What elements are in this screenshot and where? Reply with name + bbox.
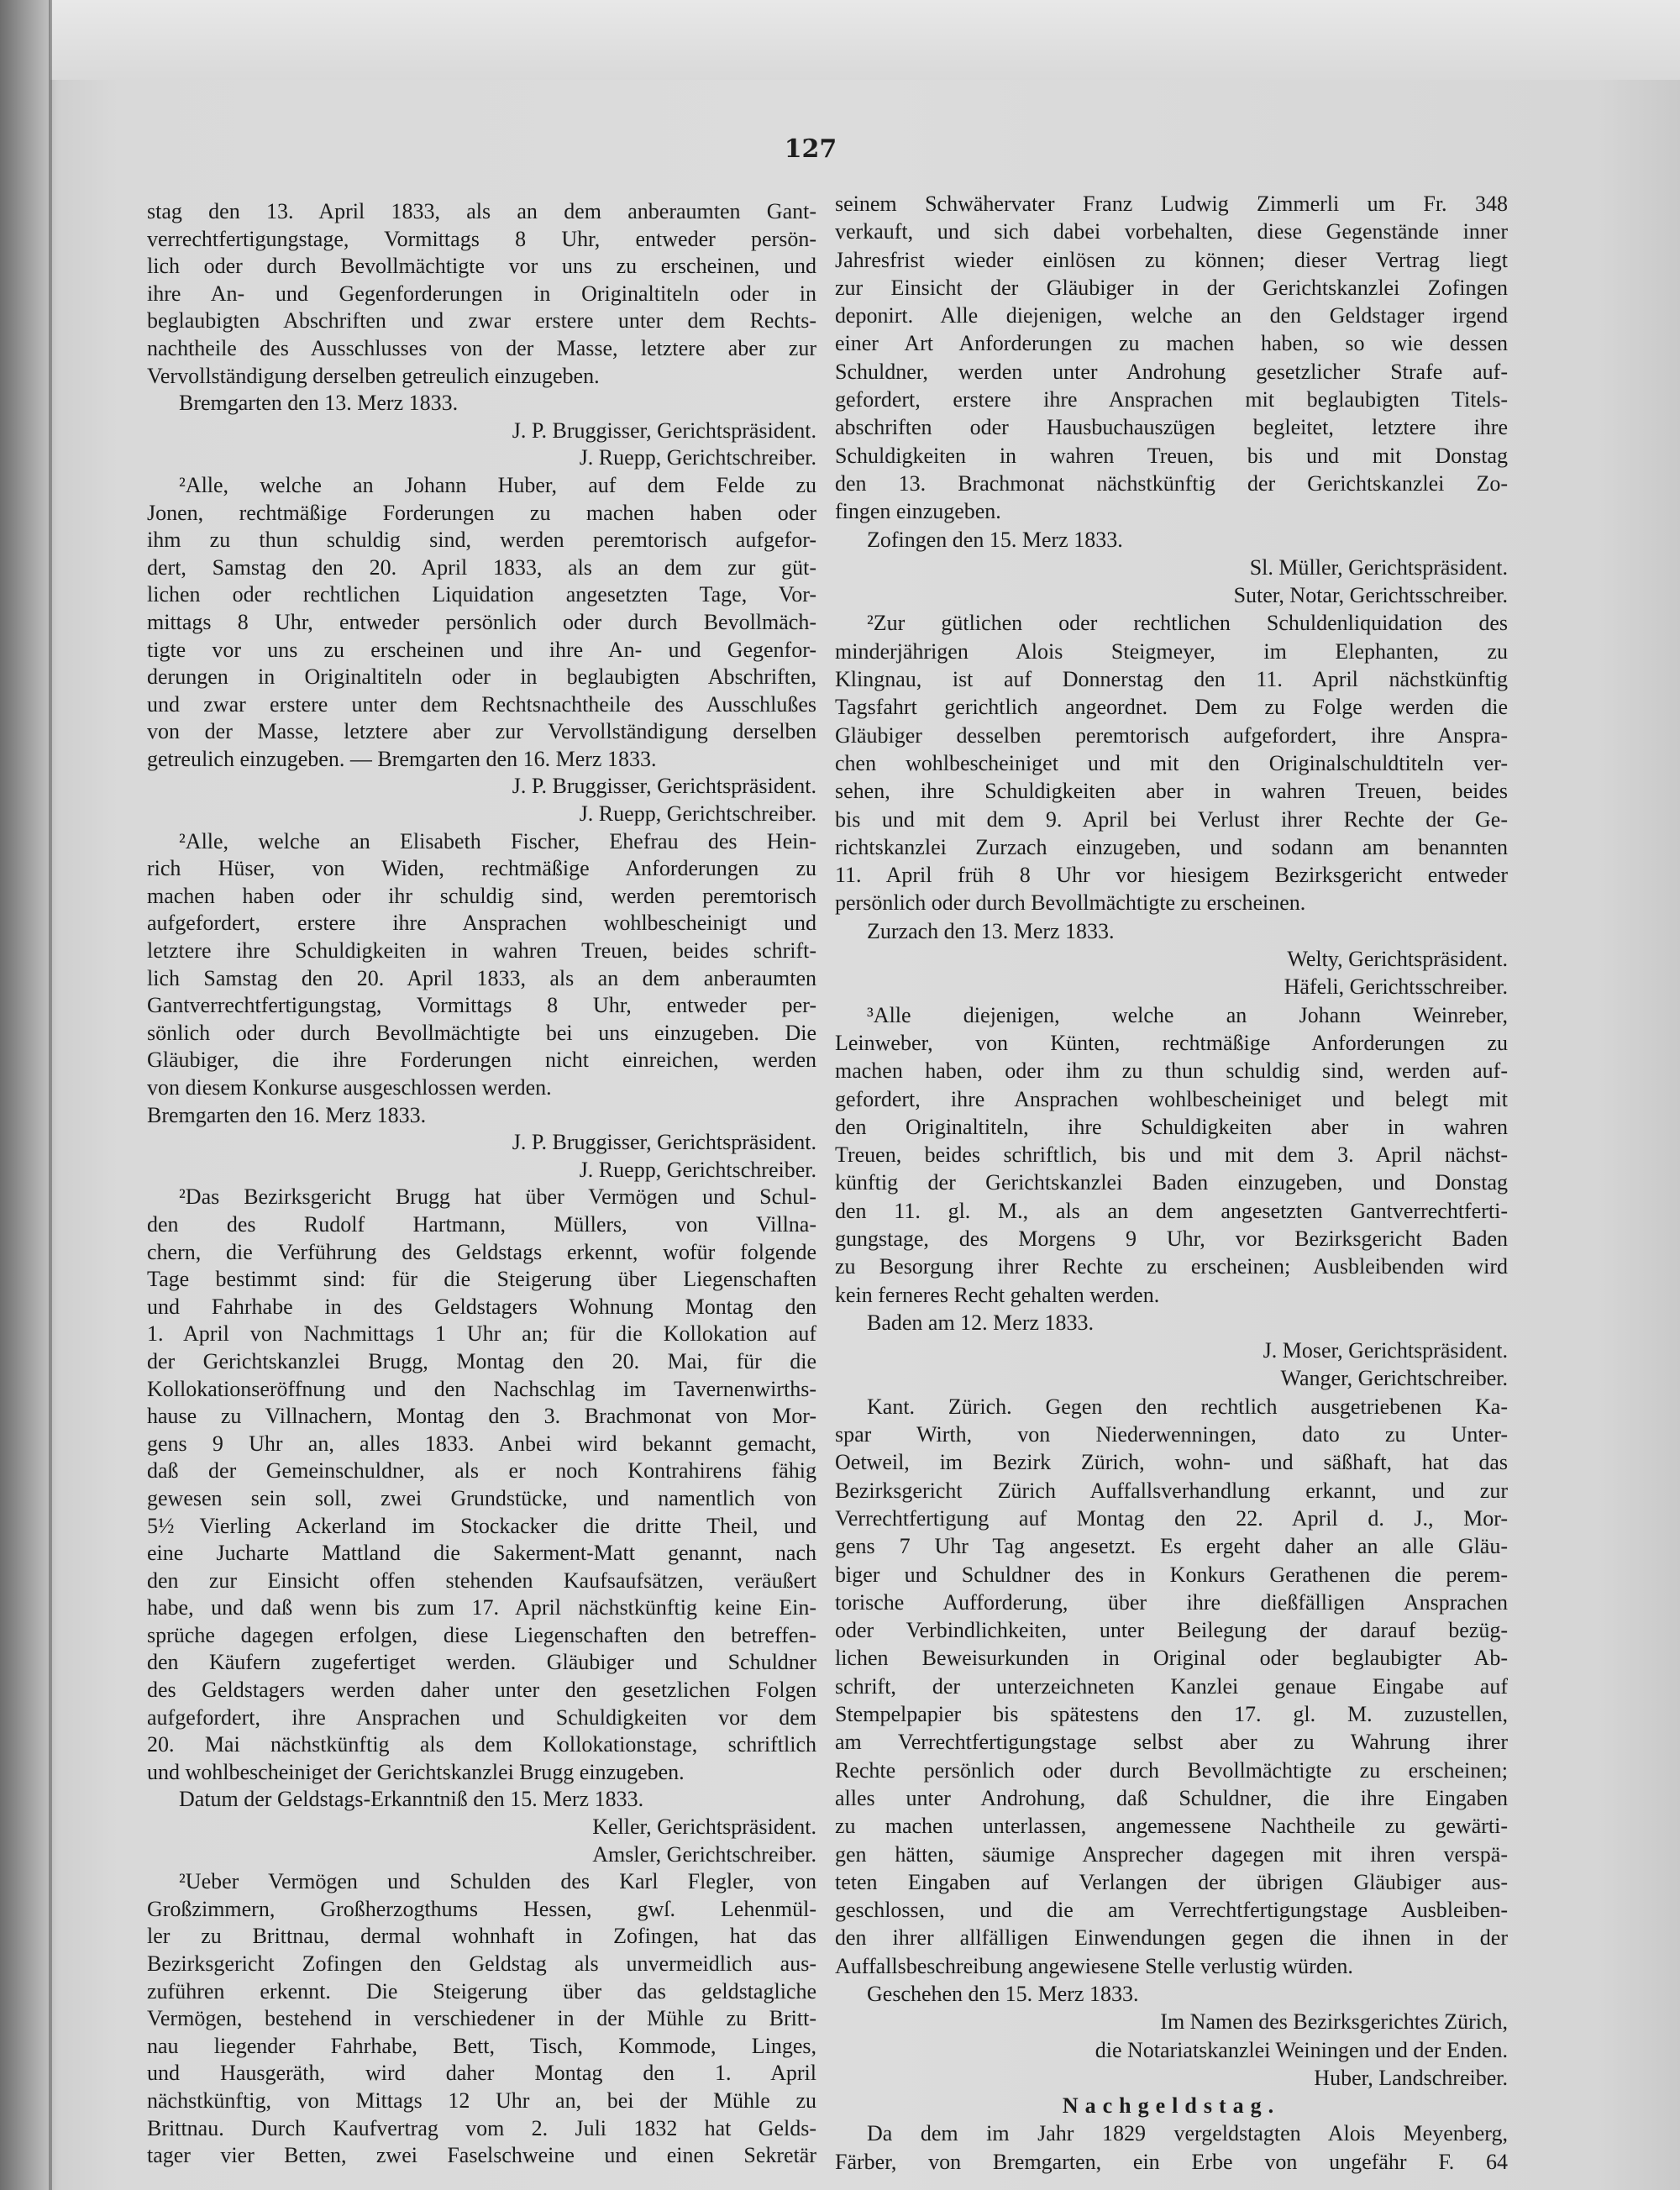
text-line: lich oder durch Bevollmächtigte vor uns zu erscheinen, und xyxy=(147,254,816,279)
text-line: der Gerichtskanzlei Brugg, Montag den 20. Mai, für die xyxy=(147,1348,816,1373)
dateline: Bremgarten den 13. Merz 1833. xyxy=(179,391,459,416)
text-line: chen wohlbescheiniget und mit den Originalschuldtiteln ver- xyxy=(835,750,1508,775)
text-line: sprüche dagegen erfolgen, diese Liegenschaften den betreffen- xyxy=(147,1622,816,1647)
paragraph-first-line: ²Das Bezirksgericht Brugg hat über Vermögen und Schul- xyxy=(179,1184,816,1210)
text-line: Kollokationseröffnung und den Nachschlag im Tavernenwirths- xyxy=(147,1376,816,1401)
text-line: Färber, von Bremgarten, ein Erbe von ungefähr F. 64 xyxy=(835,2149,1508,2174)
text-line: hause zu Villnachern, Montag den 3. Brachmonat von Mor- xyxy=(147,1404,816,1429)
text-line: den Käufern zugefertiget werden. Gläubiger und Schuldner xyxy=(147,1650,816,1675)
page-binding-edge xyxy=(49,0,52,2190)
text-line: 20. Mai nächstkünftig als dem Kollokationstage, schriftlich xyxy=(147,1732,816,1757)
dateline: Zurzach den 13. Merz 1833. xyxy=(867,918,1115,943)
text-line: stag den 13. April 1833, als an dem anberaumten Gant- xyxy=(147,199,816,223)
text-line: bis und mit dem 9. April bei Verlust ihrer Rechte der Ge- xyxy=(835,806,1508,832)
text-line: nau liegender Fahrhabe, Bett, Tisch, Kommode, Linges, xyxy=(147,2033,816,2058)
text-line: Schuldner, werden unter Androhung gesetzlicher Strafe auf- xyxy=(835,359,1508,384)
text-line: schrift, der unterzeichneten Kanzlei genaue Eingabe auf xyxy=(835,1673,1508,1699)
text-line: Leinweber, von Künten, rechtmäßige Anforderungen zu xyxy=(835,1030,1508,1055)
text-line: torische Aufforderung, über ihre dießfälligen Ansprachen xyxy=(835,1589,1508,1615)
paragraph-first-line: ²Zur gütlichen oder rechtlichen Schuldenliquidation des xyxy=(867,611,1508,636)
dateline: Zofingen den 15. Merz 1833. xyxy=(867,527,1123,552)
text-line: seinem Schwähervater Franz Ludwig Zimmerli um Fr. 348 xyxy=(835,192,1508,216)
text-line: den des Rudolf Hartmann, Müllers, von Villna- xyxy=(147,1211,816,1237)
text-line: gen hätten, säumige Ansprecher dagegen mit ihren verspä- xyxy=(835,1841,1508,1867)
text-line: zu machen unterlassen, angemessene Nachtheile zu gewärti- xyxy=(835,1814,1508,1839)
text-line: künftig der Gerichtskanzlei Baden einzugeben, und Donstag xyxy=(835,1170,1508,1195)
text-line: am Verrechtfertigungstage selbst aber zu Wahrung ihrer xyxy=(835,1730,1508,1755)
text-line: machen haben, oder ihm zu thun schuldig sind, werden auf- xyxy=(835,1058,1508,1084)
text-line: dert, Samstag den 20. April 1833, als an dem zur güt- xyxy=(147,554,816,580)
signature-line: Häfeli, Gerichtsschreiber. xyxy=(1284,974,1508,1000)
section-heading: Nachgeldstag. xyxy=(1062,2093,1281,2119)
text-line: aufgefordert, ihre Ansprachen und Schuldigkeiten vor dem xyxy=(147,1704,816,1730)
signature-line: J. P. Bruggisser, Gerichtspräsident. xyxy=(512,774,816,799)
text-line: und Hausgeräth, wird daher Montag den 1. April xyxy=(147,2061,816,2086)
text-line: Rechte persönlich oder durch Bevollmächtigte zu erscheinen; xyxy=(835,1757,1508,1783)
signature-line: Welty, Gerichtspräsident. xyxy=(1287,947,1508,972)
text-line: lichen Beweisurkunden in Original oder beglaubigter Ab- xyxy=(835,1646,1508,1671)
paragraph-first-line: ²Alle, welche an Johann Huber, auf dem Felde zu xyxy=(179,472,816,497)
text-line: Gantverrechtfertigungstag, Vormittags 8 Uhr, entweder per- xyxy=(147,993,816,1018)
text-line: den zur Einsicht offen stehenden Kaufsaufsätzen, veräußert xyxy=(147,1568,816,1593)
text-line: minderjährigen Alois Steigmeyer, im Elephanten, zu xyxy=(835,638,1508,664)
text-line: aufgefordert, erstere ihre Ansprachen wohlbescheinigt und xyxy=(147,911,816,936)
text-line: rich Hüser, von Widen, rechtmäßige Anforderungen zu xyxy=(147,856,816,881)
text-line: Treuen, beides schriftlich, bis und mit dem 3. April nächst- xyxy=(835,1142,1508,1168)
text-line: Klingnau, ist auf Donnerstag den 11. April nächstkünftig xyxy=(835,667,1508,692)
text-line: derungen in Originaltiteln oder in beglaubigten Abschriften, xyxy=(147,664,816,690)
left-text-column xyxy=(147,198,816,2170)
signature-line: Amsler, Gerichtschreiber. xyxy=(592,1841,816,1867)
text-line: Tagsfahrt gerichtlich angeordnet. Dem zu Folge werden die xyxy=(835,695,1508,720)
text-line: spar Wirth, von Niederwenningen, dato zu Unter- xyxy=(835,1422,1508,1447)
paragraph-last-line: und wohlbescheiniget der Gerichtskanzlei Brugg einzugeben. xyxy=(147,1759,685,1784)
paragraph-last-line: Bremgarten den 16. Merz 1833. xyxy=(147,1102,427,1127)
text-line: tager vier Betten, zwei Faselschweine und einen Sekretär xyxy=(147,2143,816,2168)
signature-line: J. P. Bruggisser, Gerichtspräsident. xyxy=(512,1130,816,1155)
text-line: Schuldigkeiten in wahren Treuen, bis und mit Donstag xyxy=(835,443,1508,468)
text-line: 11. April früh 8 Uhr vor hiesigem Bezirksgericht entweder xyxy=(835,863,1508,888)
signature-line: Keller, Gerichtspräsident. xyxy=(592,1814,816,1840)
text-line: lich Samstag den 20. April 1833, als an dem anberaumten xyxy=(147,965,816,990)
text-line: 5½ Vierling Ackerland im Stockacker die dritte Theil, und xyxy=(147,1513,816,1538)
text-line: den ihrer allfälligen Einwendungen gegen die ihnen in der xyxy=(835,1925,1508,1951)
paragraph-last-line: getreulich einzugeben. — Bremgarten den 16. Merz 1833. xyxy=(147,746,657,771)
text-line: alles unter Androhung, daß Schuldner, die ihre Eingaben xyxy=(835,1785,1508,1810)
text-line: tigte vor uns zu erscheinen und ihre An- und Gegenfor- xyxy=(147,637,816,662)
text-line: habe, und daß wenn bis zum 17. April nächstkünftig keine Ein- xyxy=(147,1595,816,1620)
text-line: den 11. gl. M., als an dem angesetzten Gantverrechtferti- xyxy=(835,1198,1508,1223)
paragraph-last-line: Auffallsbeschreibung angewiesene Stelle verlustig würden. xyxy=(835,1953,1353,1978)
paragraph-last-line: fingen einzugeben. xyxy=(835,499,1001,524)
text-line: den 13. Brachmonat nächstkünftig der Gerichtskanzlei Zo- xyxy=(835,470,1508,496)
text-line: nachtheile des Ausschlusses von der Masse, letztere aber zur xyxy=(147,335,816,360)
text-line: Jahresfrist wieder einlösen zu können; dieser Vertrag liegt xyxy=(835,247,1508,272)
text-line: geschlossen, und die am Verrechtfertigungstage Ausbleiben- xyxy=(835,1898,1508,1923)
paragraph-first-line: ²Alle, welche an Elisabeth Fischer, Ehefrau des Hein- xyxy=(179,828,816,853)
text-line: teten Eingaben auf Verlangen der übrigen Gläubiger aus- xyxy=(835,1869,1508,1894)
text-line: und Fahrhabe in des Geldstagers Wohnung Montag den xyxy=(147,1294,816,1319)
signature-line: Sl. Müller, Gerichtspräsident. xyxy=(1249,554,1508,580)
signature-line: die Notariatskanzlei Weiningen und der Enden. xyxy=(1095,2037,1508,2062)
paragraph-last-line: persönlich oder durch Bevollmächtigte zu erscheinen. xyxy=(835,890,1306,916)
text-line: letztere ihre Schuldigkeiten in wahren Treuen, beides schrift- xyxy=(147,938,816,964)
page-number: 127 xyxy=(784,134,837,164)
text-line: zuführen erkennt. Die Steigerung über das geldstagliche xyxy=(147,1978,816,2004)
text-line: zur Einsicht der Gläubiger in der Gerichtskanzlei Zofingen xyxy=(835,275,1508,300)
signature-line: Huber, Landschreiber. xyxy=(1314,2065,1508,2090)
text-line: beglaubigten Abschriften und zwar erstere unter dem Rechts- xyxy=(147,308,816,333)
paragraph-first-line: ²Ueber Vermögen und Schulden des Karl Flegler, von xyxy=(179,1869,816,1894)
paragraph-first-line: ³Alle diejenigen, welche an Johann Weinreber, xyxy=(867,1002,1508,1027)
text-line: Vermögen, bestehend in verschiedener in der Mühle zu Britt- xyxy=(147,2006,816,2031)
text-line: einer Art Anforderungen zu machen haben, so wie dessen xyxy=(835,331,1508,356)
right-text-column xyxy=(835,190,1508,2176)
paragraph-first-line: Da dem im Jahr 1829 vergeldstagten Alois Meyenberg, xyxy=(867,2121,1508,2146)
text-line: Brittnau. Durch Kaufvertrag vom 2. Juli 1832 hat Gelds- xyxy=(147,2115,816,2140)
text-line: ler zu Brittnau, dermal wohnhaft in Zofingen, hat das xyxy=(147,1924,816,1949)
signature-line: J. Ruepp, Gerichtschreiber. xyxy=(579,445,816,470)
text-line: und zwar erstere unter dem Rechtsnachtheile des Ausschlußes xyxy=(147,691,816,717)
text-line: eine Jucharte Mattland die Sakerment-Matt genannt, nach xyxy=(147,1541,816,1566)
signature-line: J. Ruepp, Gerichtschreiber. xyxy=(579,801,816,827)
text-line: den Originaltiteln, ihre Schuldigkeiten aber in wahren xyxy=(835,1114,1508,1139)
text-line: sehen, ihre Schuldigkeiten aber in wahren Treuen, beides xyxy=(835,779,1508,804)
text-line: deponirt. Alle diejenigen, welche an den Geldstager irgend xyxy=(835,303,1508,328)
text-line: zu Besorgung ihrer Rechte zu erscheinen; Ausbleibenden wird xyxy=(835,1254,1508,1279)
text-line: Jonen, rechtmäßige Forderungen zu machen haben oder xyxy=(147,500,816,525)
text-line: gewesen sein soll, zwei Grundstücke, und namentlich von xyxy=(147,1485,816,1510)
dateline: Datum der Geldstags-Erkanntniß den 15. Merz 1833. xyxy=(179,1787,644,1812)
dateline: Geschehen den 15. Merz 1833. xyxy=(867,1982,1139,2006)
text-line: sönlich oder durch Bevollmächtigte bei uns einzugeben. Die xyxy=(147,1020,816,1045)
text-line: des Geldstagers werden daher unter den gesetzlichen Folgen xyxy=(147,1678,816,1703)
text-line: Gläubiger desselben peremtorisch aufgefordert, ihre Anspra- xyxy=(835,722,1508,748)
text-line: gefordert, ihre Ansprachen wohlbescheiniget und belegt mit xyxy=(835,1086,1508,1111)
paragraph-first-line: Kant. Zürich. Gegen den rechtlich ausgetriebenen Ka- xyxy=(867,1394,1508,1419)
text-line: Gläubiger, die ihre Forderungen nicht einreichen, werden xyxy=(147,1048,816,1073)
dateline: Baden am 12. Merz 1833. xyxy=(867,1310,1095,1335)
text-line: lichen oder rechtlichen Liquidation angesetzten Tage, Vor- xyxy=(147,582,816,607)
text-line: gungstage, des Morgens 9 Uhr, vor Bezirksgericht Baden xyxy=(835,1226,1508,1251)
text-line: Oetweil, im Bezirk Zürich, wohn- und säßhaft, hat das xyxy=(835,1450,1508,1475)
text-line: ihm zu thun schuldig sind, werden peremtorisch aufgefor- xyxy=(147,528,816,553)
paragraph-last-line: von diesem Konkurse ausgeschlossen werden. xyxy=(147,1075,552,1100)
text-line: ihre An- und Gegenforderungen in Originaltiteln oder in xyxy=(147,281,816,306)
text-line: verkauft, und sich dabei vorbehalten, diese Gegenstände inner xyxy=(835,219,1508,244)
text-line: Verrechtfertigung auf Montag den 22. April d. J., Mor- xyxy=(835,1505,1508,1531)
paragraph-last-line: Vervollständigung derselben getreulich einzugeben. xyxy=(147,363,600,388)
text-line: mittags 8 Uhr, entweder persönlich oder durch Bevollmäch- xyxy=(147,609,816,634)
signature-line: Im Namen des Bezirksgerichtes Zürich, xyxy=(1160,2009,1508,2035)
text-line: Bezirksgericht Zürich Auffallsverhandlung erkannt, und zur xyxy=(835,1478,1508,1503)
text-line: chern, die Verführung des Geldstags erkennt, wofür folgende xyxy=(147,1239,816,1264)
signature-line: J. Ruepp, Gerichtschreiber. xyxy=(579,1157,816,1182)
paragraph-last-line: kein ferneres Recht gehalten werden. xyxy=(835,1282,1160,1307)
signature-line: J. P. Bruggisser, Gerichtspräsident. xyxy=(512,418,816,443)
signature-line: J. Moser, Gerichtspräsident. xyxy=(1263,1338,1508,1363)
text-line: 1. April von Nachmittags 1 Uhr an; für die Kollokation auf xyxy=(147,1321,816,1347)
signature-line: Wanger, Gerichtschreiber. xyxy=(1280,1366,1508,1391)
text-line: Bezirksgericht Zofingen den Geldstag als unvermeidlich aus- xyxy=(147,1951,816,1976)
text-line: Großzimmern, Großherzogthums Hessen, gwſ. Lehenmül- xyxy=(147,1896,816,1921)
text-line: biger und Schuldner des in Konkurs Gerathenen die perem- xyxy=(835,1562,1508,1587)
text-line: Tage bestimmt sind: für die Steigerung über Liegenschaften xyxy=(147,1267,816,1292)
text-line: richtskanzlei Zurzach einzugeben, und sodann am benannten xyxy=(835,834,1508,859)
text-line: nächstkünftig, von Mittags 12 Uhr an, bei der Mühle zu xyxy=(147,2088,816,2113)
text-line: von der Masse, letztere aber zur Vervollständigung derselben xyxy=(147,719,816,744)
text-line: gens 9 Uhr an, alles 1833. Anbei wird bekannt gemacht, xyxy=(147,1431,816,1456)
text-line: oder Verbindlichkeiten, unter Beilegung der darauf bezüg- xyxy=(835,1618,1508,1643)
text-line: gens 7 Uhr Tag angesetzt. Es ergeht daher an alle Gläu- xyxy=(835,1534,1508,1559)
text-line: Stempelpapier bis spätestens den 17. gl. M. zuzustellen, xyxy=(835,1702,1508,1727)
signature-line: Suter, Notar, Gerichtsschreiber. xyxy=(1233,583,1508,608)
text-line: machen haben oder ihr schuldig sind, werden peremtorisch xyxy=(147,883,816,908)
text-line: verrechtfertigungstage, Vormittags 8 Uhr, entweder persön- xyxy=(147,226,816,251)
text-line: abschriften oder Hausbuchauszügen begleitet, letztere ihre xyxy=(835,415,1508,440)
text-line: daß der Gemeinschuldner, als er noch Kontrahirens fähig xyxy=(147,1458,816,1484)
page-top-margin xyxy=(50,0,1680,80)
text-line: gefordert, erstere ihre Ansprachen mit beglaubigten Titels- xyxy=(835,387,1508,412)
